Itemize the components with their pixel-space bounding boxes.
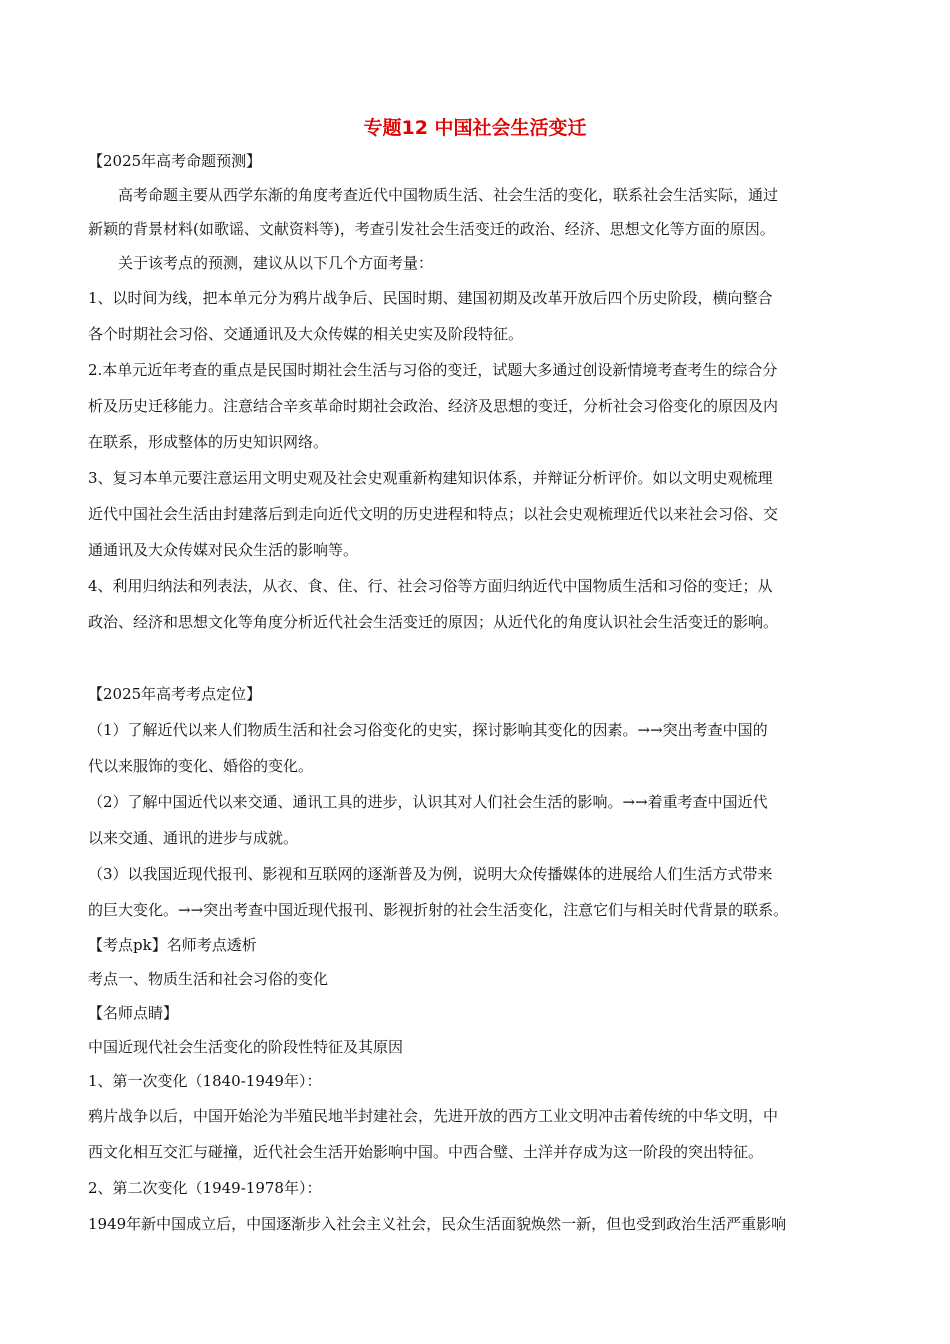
- paragraph-line: 析及历史迁移能力。注意结合辛亥革命时期社会政治、经济及思想的变迁，分析社会习俗变化的原因及内: [88, 397, 779, 415]
- paragraph-line: 1、以时间为线，把本单元分为鸦片战争后、民国时期、建国初期及改革开放后四个历史阶段，横向整合: [88, 289, 773, 307]
- paragraph-line: 西文化相互交汇与碰撞，近代社会生活开始影响中国。中西合璧、土洋并存成为这一阶段的突出特征。: [88, 1143, 764, 1161]
- paragraph-line: 通通讯及大众传媒对民众生活的影响等。: [88, 541, 359, 559]
- paragraph-line: 以来交通、通讯的进步与成就。: [88, 829, 299, 847]
- paragraph-line: 鸦片战争以后，中国开始沦为半殖民地半封建社会，先进开放的西方工业文明冲击着传统的中华文明，中: [88, 1107, 779, 1125]
- paragraph-line: 各个时期社会习俗、交通通讯及大众传媒的相关史实及阶段特征。: [88, 325, 524, 343]
- paragraph-line: 关于该考点的预测，建议从以下几个方面考量：: [118, 254, 434, 272]
- paragraph-line: 1、第一次变化（1840-1949年）：: [88, 1072, 322, 1090]
- paragraph-line: （1）了解近代以来人们物质生活和社会习俗变化的史实，探讨影响其变化的因素。→→突出考查中国的: [88, 721, 768, 739]
- document-page: [88, 112, 862, 1242]
- paragraph-line: 1949年新中国成立后，中国逐渐步入社会主义社会，民众生活面貌焕然一新，但也受到政治生活严重影响: [88, 1215, 787, 1233]
- section-header-pk: 【考点pk】名师考点透析: [88, 936, 257, 954]
- topic-heading: 考点一、物质生活和社会习俗的变化: [88, 970, 329, 988]
- paragraph-line: 2、第二次变化（1949-1978年）：: [88, 1179, 322, 1197]
- section-header-prediction: 【2025年高考命题预测】: [88, 152, 262, 170]
- paragraph-line: 在联系，形成整体的历史知识网络。: [88, 433, 329, 451]
- spacer: [88, 640, 862, 676]
- paragraph-line: （2）了解中国近代以来交通、通讯工具的进步，认识其对人们社会生活的影响。→→着重考查中国近代: [88, 793, 768, 811]
- paragraph-line: 高考命题主要从西学东渐的角度考查近代中国物质生活、社会生活的变化，联系社会生活实际，通过: [118, 186, 779, 204]
- paragraph-line: （3）以我国近现代报刊、影视和互联网的逐渐普及为例，说明大众传播媒体的进展给人们生活方式带来: [88, 865, 773, 883]
- section-header-positioning: 【2025年高考考点定位】: [88, 685, 262, 703]
- page-title: 专题12 中国社会生活变迁: [363, 117, 587, 139]
- paragraph-line: 4、利用归纳法和列表法，从衣、食、住、行、社会习俗等方面归纳近代中国物质生活和习俗的变迁；从: [88, 577, 773, 595]
- paragraph-line: 近代中国社会生活由封建落后到走向近代文明的历史进程和特点；以社会史观梳理近代以来社会习俗、交: [88, 505, 779, 523]
- paragraph-line: 政治、经济和思想文化等角度分析近代社会生活变迁的原因；从近代化的角度认识社会生活变迁的影响。: [88, 613, 779, 631]
- paragraph-line: 中国近现代社会生活变化的阶段性特征及其原因: [88, 1038, 404, 1056]
- paragraph-line: 新颖的背景材料(如歌谣、文献资料等)，考查引发社会生活变迁的政治、经济、思想文化等方面的原因。: [88, 220, 775, 238]
- paragraph-line: 2.本单元近年考查的重点是民国时期社会生活与习俗的变迁，试题大多通过创设新情境考查考生的综合分: [88, 361, 778, 379]
- paragraph-line: 代以来服饰的变化、婚俗的变化。: [88, 757, 314, 775]
- subsection-header: 【名师点睛】: [88, 1004, 179, 1022]
- paragraph-line: 3、复习本单元要注意运用文明史观及社会史观重新构建知识体系，并辩证分析评价。如以文明史观梳理: [88, 469, 773, 487]
- paragraph-line: 的巨大变化。→→突出考查中国近现代报刊、影视折射的社会生活变化，注意它们与相关时代背景的联系。: [88, 901, 789, 919]
